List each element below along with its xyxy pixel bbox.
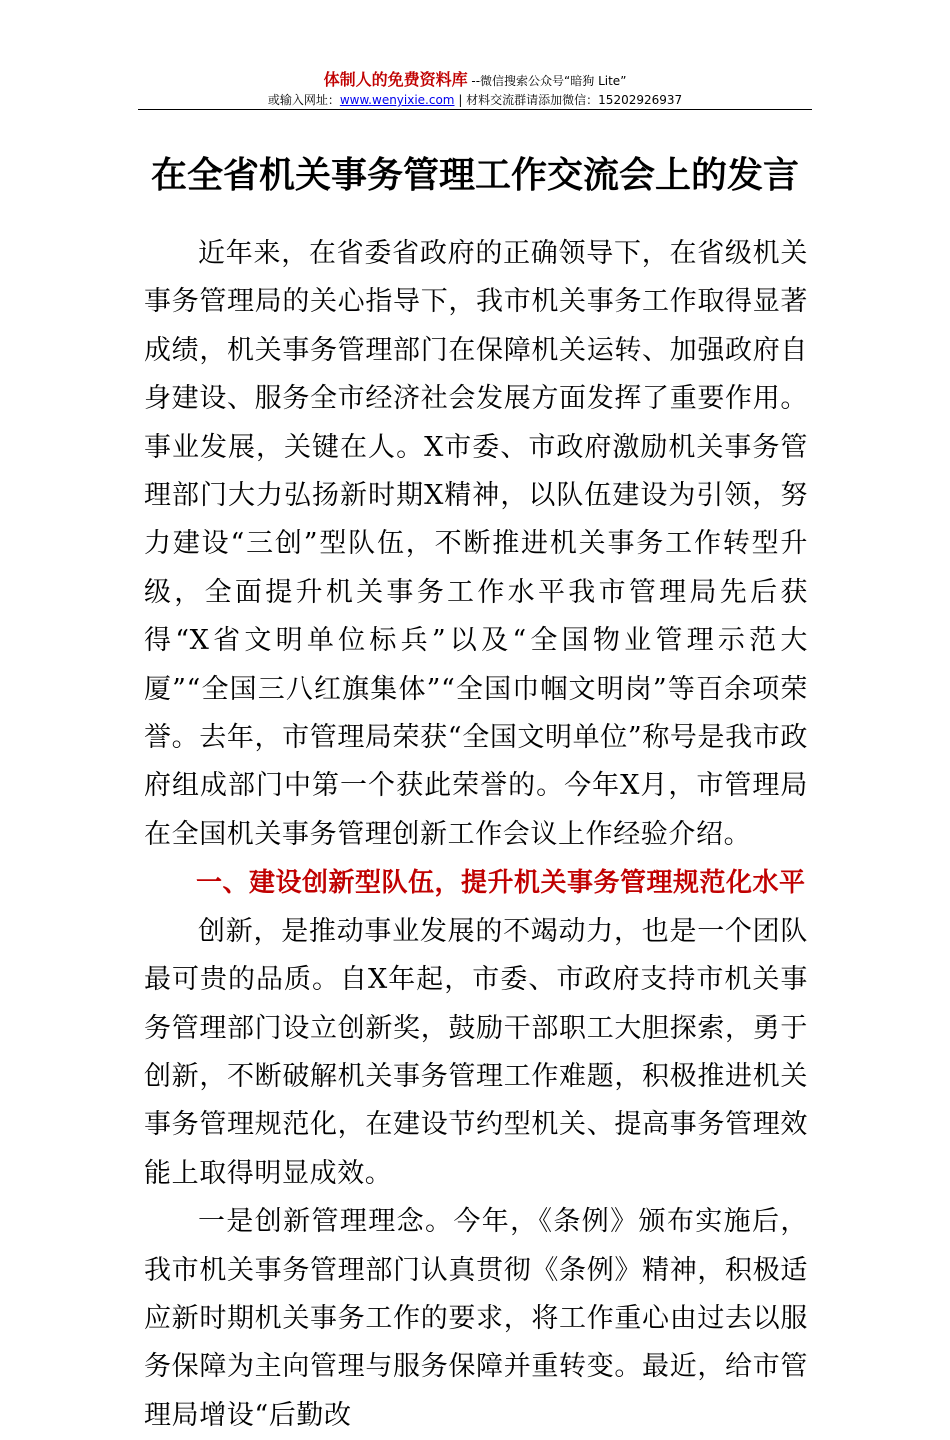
section-paragraph: 一是创新管理理念。今年，《条例》颁布实施后，我市机关事务管理部门认真贯彻《条例》精神，积极适应新时期机关事务工作的要求，将工作重心由过去以服务保障为主向管理与服务保障并重转变。最近，给市管理局增设“后勤改 [144,1206,808,1431]
page-header [138,70,812,109]
section-paragraph: 创新，是推动事业发展的不竭动力，也是一个团队最可贵的品质。自X年起，市委、市政府支持市机关事务管理部门设立创新奖，鼓励干部职工大胆探索，勇于创新，不断破解机关事务管理工作难题，积极推进机关事务管理规范化，在建设节约型机关、提高事务管理效能上取得明显成效。 [144,915,808,1189]
header-url-prefix: 或输入网址： [267,93,340,107]
header-contact: | 材料交流群请添加微信：15202926937 [454,93,683,107]
document-title: 在全省机关事务管理工作交流会上的发言 [150,154,799,196]
header-brand: 体制人的免费资料库 [323,70,468,89]
document-body [144,230,808,1440]
header-website-link[interactable]: www.wenyixie.com [339,93,455,107]
section-heading: 一、建设创新型队伍，提升机关事务管理规范化水平 [196,868,806,899]
header-line-2 [138,91,812,109]
header-divider [138,109,812,110]
header-wechat-note: --微信搜索公众号“暗狗 Lite” [467,74,627,88]
intro-paragraph: 近年来，在省委省政府的正确领导下，在省级机关事务管理局的关心指导下，我市机关事务工作取得显著成绩，机关事务管理部门在保障机关运转、加强政府自身建设、服务全市经济社会发展方面发挥了重要作用。事业发展，关键在人。X市委、市政府激励机关事务管理部门大力弘扬新时期X精神，以队伍建设为引领，努力建设“三创”型队伍，不断推进机关事务工作转型升级，全面提升机关事务工作水平我市管理局先后获得“X省文明单位标兵”以及“全国物业管理示范大厦”“全国三八红旗集体”“全国巾帼文明岗”等百余项荣誉。去年，市管理局荣获“全国文明单位”称号是我市政府组成部门中第一个获此荣誉的。今年X月，市管理局在全国机关事务管理创新工作会议上作经验介绍。 [144,238,808,850]
header-line-1 [138,70,812,91]
